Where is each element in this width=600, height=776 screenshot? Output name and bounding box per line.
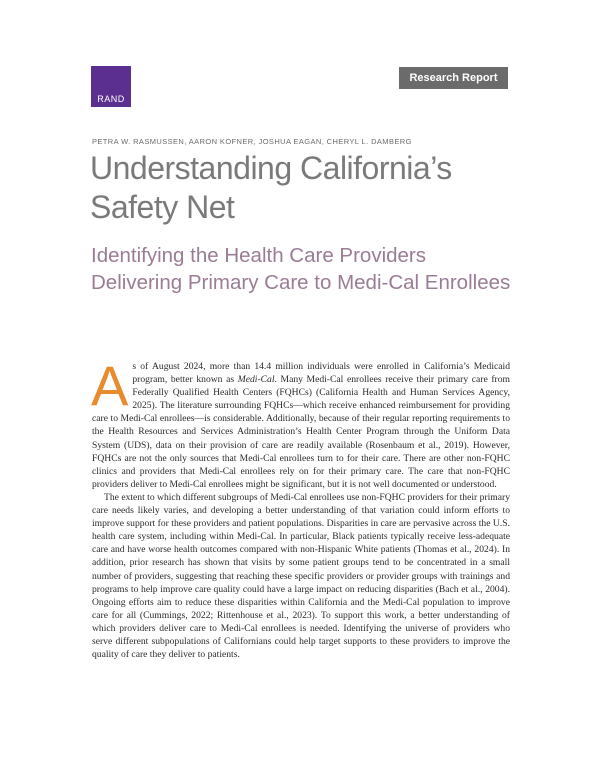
- drop-cap: A: [91, 354, 129, 417]
- rand-logo: [91, 66, 131, 107]
- logo-text: RAND: [97, 94, 125, 104]
- document-title: Understanding California’s Safety Net: [90, 150, 452, 225]
- paragraph-1-text-b: . Many Medi-Cal enrollees receive their primary care from Federally Qualified Health Centers (FQHCs) (California Health and Human Services Agency, 2025). The literature surrounding FQHCs—which receive enhanced reimbursement for providing care to Medi-Cal enrollees—is considerable. Additionally, because of their regular reporting requirements to the Health Resources and Services Administration’s Health Center Program through the Uniform Data System (UDS), data on their provision of care are readily available (Rosenbaum et al., 2019). However, FQHCs are not the only sources that Medi-Cal enrollees turn to for their care. There are other non-FQHC clinics and providers that Medi-Cal enrollees rely on for their primary care. The care that non-FQHC providers deliver to Medi-Cal enrollees might be significant, but it is not well documented or understood.: [92, 374, 510, 490]
- body-text: [91, 354, 510, 661]
- research-report-badge: Research Report: [399, 67, 508, 89]
- paragraph-1-text-a: s of August 2024, more than 14.4 million individuals were enrolled in California’s Medicaid program, better known as: [132, 361, 510, 386]
- author-list: PETRA W. RASMUSSEN, AARON KOFNER, JOSHUA EAGAN, CHERYL L. DAMBERG: [92, 137, 412, 146]
- document-subtitle: Identifying the Health Care Providers Delivering Primary Care to Medi-Cal Enrollees: [91, 244, 511, 294]
- paragraph-1: [91, 354, 510, 491]
- paragraph-2: The extent to which different subgroups of Medi-Cal enrollees use non-FQHC providers for their primary care needs likely varies, and developing a better understanding of that variation could inform efforts to improve support for these providers and patient populations. Disparities in care are pervasive across the U.S. health care system, including within Medi-Cal. In particular, Black patients typically receive less-adequate care and have worse health outcomes compared with non-Hispanic White patients (Thomas et al., 2024). In addition, prior research has shown that visits by some patient groups tend to be concentrated in a small number of providers, suggesting that reaching these specific providers or provider groups with trainings and programs to help improve care quality could have a large impact on reducing disparities (Bach et al., 2004). Ongoing efforts aim to reduce these disparities within California and the Medi-Cal population to improve care for all (Cummings, 2022; Rittenhouse et al., 2023). To support this work, a better understanding of which providers deliver care to Medi-Cal enrollees is needed. Identifying the universe of providers who serve different subpopulations of Californians could help target supports to these providers to improve the quality of care they deliver to patients.: [92, 491, 510, 661]
- paragraph-1-emphasis: Medi-Cal: [237, 374, 275, 386]
